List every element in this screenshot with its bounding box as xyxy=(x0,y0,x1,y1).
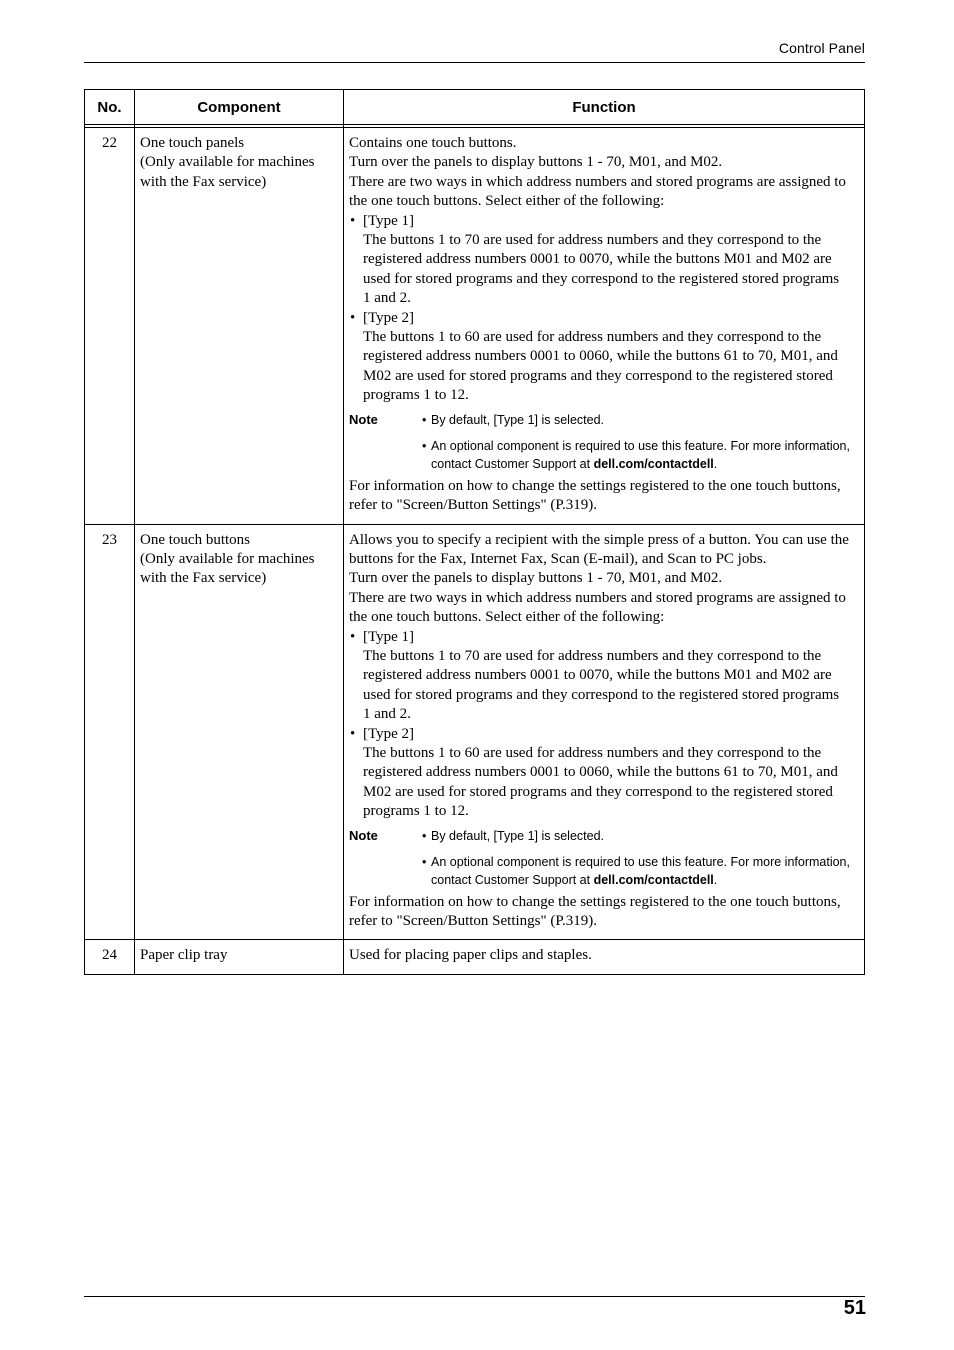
note-text: By default, [Type 1] is selected. xyxy=(431,828,605,843)
type-label: [Type 1] xyxy=(363,628,415,645)
row-number: 24 xyxy=(85,940,135,974)
row-number: 22 xyxy=(85,128,135,525)
function-cell xyxy=(344,524,865,940)
row-number: 23 xyxy=(85,524,135,940)
note-text: By default, [Type 1] is selected. xyxy=(431,412,605,427)
type-description: The buttons 1 to 60 are used for address numbers and they correspond to the registered address numbers 0001 to 0060, while the buttons 61 to 70, M01, and M02 are used for stored programs and they correspond to the registered stored programs 1 to 12. xyxy=(363,329,838,404)
column-header-function: Function xyxy=(344,90,865,125)
bullet-icon: • xyxy=(422,828,427,843)
note-text-end: . xyxy=(713,456,718,471)
function-text: Used for placing paper clips and staples. xyxy=(349,947,592,964)
header-rule xyxy=(84,62,865,63)
bullet-icon: • xyxy=(422,854,427,869)
bullet-icon: • xyxy=(422,412,427,427)
component-line: (Only available for machines xyxy=(140,550,315,567)
table-row xyxy=(85,128,865,525)
component-line: with the Fax service) xyxy=(140,570,267,587)
note-text: An optional component is required to use this feature. For more information, contact Customer Support at xyxy=(431,438,850,471)
function-text: Contains one touch buttons. xyxy=(349,135,517,151)
type-2-item xyxy=(349,725,850,822)
table-row xyxy=(85,940,865,974)
component-cell xyxy=(135,524,344,940)
bullet-icon: • xyxy=(350,725,356,742)
type-description: The buttons 1 to 60 are used for address numbers and they correspond to the registered address numbers 0001 to 0060, while the buttons 61 to 70, M01, and M02 are used for stored programs and they correspond to the registered stored programs 1 to 12. xyxy=(363,744,838,820)
function-text: Allows you to specify a recipient with the simple press of a button. You can use the buttons for the Fax, Internet Fax, Scan (E-mail), and Scan to PC jobs. xyxy=(349,531,849,567)
component-line: One touch panels xyxy=(140,135,245,151)
component-line: (Only available for machines xyxy=(140,154,315,171)
bullet-icon: • xyxy=(422,438,427,453)
footer-rule xyxy=(84,1296,865,1297)
component-line: Paper clip tray xyxy=(140,947,228,964)
column-header-no: No. xyxy=(85,90,135,125)
note-block xyxy=(349,827,850,897)
type-description: The buttons 1 to 70 are used for address numbers and they correspond to the registered address numbers 0001 to 0070, while the buttons M01 and M02 are used for stored programs and they correspond to the registered stored programs 1 and 2. xyxy=(363,232,840,307)
bullet-icon: • xyxy=(350,212,356,229)
function-cell xyxy=(344,940,865,974)
note-block xyxy=(349,411,850,481)
column-header-component: Component xyxy=(135,90,344,125)
component-table xyxy=(84,89,865,975)
function-text: For information on how to change the settings registered to the one touch buttons, refer to "Screen/Button Settings" (P.319). xyxy=(349,893,841,929)
note-body xyxy=(422,827,850,897)
table-row xyxy=(85,524,865,940)
note-label: Note xyxy=(349,411,378,427)
note-label: Note xyxy=(349,827,378,843)
function-text: There are two ways in which address numbers and stored programs are assigned to the one touch buttons. Select either of the following: xyxy=(349,173,846,210)
note-item xyxy=(422,827,850,845)
function-text: Turn over the panels to display buttons 1 - 70, M01, and M02. xyxy=(349,154,723,171)
type-label: [Type 2] xyxy=(363,725,415,742)
note-text-end: . xyxy=(713,872,718,887)
type-label: [Type 2] xyxy=(363,309,415,326)
function-text: There are two ways in which address numbers and stored programs are assigned to the one touch buttons. Select either of the following: xyxy=(349,589,846,626)
type-1-item xyxy=(349,628,850,725)
type-1-item xyxy=(349,212,850,309)
component-cell xyxy=(135,128,344,525)
component-line: with the Fax service) xyxy=(140,173,267,190)
function-text: Turn over the panels to display buttons 1 - 70, M01, and M02. xyxy=(349,570,723,587)
note-item xyxy=(422,437,850,473)
component-line: One touch buttons xyxy=(140,531,250,548)
note-item xyxy=(422,411,850,429)
note-text: An optional component is required to use this feature. For more information, contact Customer Support at xyxy=(431,854,850,887)
function-text: For information on how to change the settings registered to the one touch buttons, refer to "Screen/Button Settings" (P.319). xyxy=(349,477,841,514)
function-cell xyxy=(344,128,865,525)
table-header-row xyxy=(85,90,865,125)
support-link[interactable]: dell.com/contactdell xyxy=(593,872,714,887)
page-number: 51 xyxy=(843,1297,866,1319)
type-2-item xyxy=(349,309,850,406)
type-description: The buttons 1 to 70 are used for address numbers and they correspond to the registered address numbers 0001 to 0070, while the buttons M01 and M02 are used for stored programs and they correspond to the registered stored programs 1 and 2. xyxy=(363,647,840,723)
note-item xyxy=(422,853,850,889)
component-cell xyxy=(135,940,344,974)
running-header: Control Panel xyxy=(778,40,865,56)
bullet-icon: • xyxy=(350,628,356,645)
type-label: [Type 1] xyxy=(363,212,415,229)
support-link[interactable]: dell.com/contactdell xyxy=(593,456,714,471)
note-body xyxy=(422,411,850,481)
bullet-icon: • xyxy=(350,309,356,326)
